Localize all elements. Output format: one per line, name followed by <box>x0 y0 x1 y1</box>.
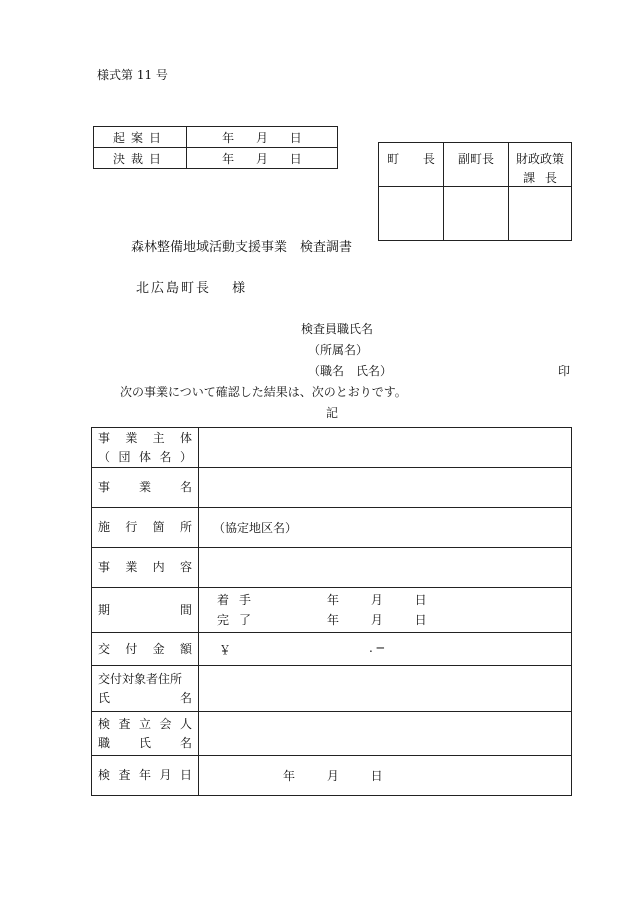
witness-value-cell[interactable] <box>199 712 572 756</box>
char: 交 <box>98 641 111 656</box>
project-value-cell[interactable] <box>199 468 572 508</box>
start-date: 年 月 日 <box>327 593 427 607</box>
addressee: 北広島町長 様 <box>136 281 248 296</box>
char: 内 <box>152 560 165 574</box>
char: 人 <box>179 716 192 731</box>
finance-chief-header <box>509 143 572 187</box>
char: 名 <box>179 690 192 705</box>
amount-suffix: . ─ <box>369 640 384 655</box>
period-label-line <box>92 601 198 620</box>
witness-label-line1 <box>92 715 198 734</box>
location-label <box>92 508 199 548</box>
entity-label-line2 <box>92 448 198 467</box>
table-row <box>92 468 572 508</box>
mayor-header <box>379 143 444 187</box>
inspection-date-label <box>92 756 199 796</box>
table-row <box>94 127 338 148</box>
start-label: 着手 <box>217 593 262 607</box>
address-label-line1: 交付対象者住所 <box>98 671 183 686</box>
inspection-table <box>91 427 572 796</box>
content-value-cell[interactable] <box>199 548 572 588</box>
char: 間 <box>179 602 192 617</box>
mayor-label: 町 長 <box>387 152 435 166</box>
document-title: 森林整備地域活動支援事業 検査調書 <box>131 240 353 255</box>
entity-label-line1 <box>92 429 198 448</box>
inspector-position-name: （職名 氏名） <box>308 364 393 378</box>
draft-date-label: 起案日 <box>94 127 187 148</box>
chief-label: 課 長 <box>523 171 557 185</box>
entity-value-cell[interactable] <box>199 428 572 468</box>
char: 金 <box>152 641 165 656</box>
inspector-heading: 検査員職氏名 <box>301 322 374 336</box>
char: 名 <box>179 735 192 750</box>
char: 査 <box>118 768 131 782</box>
table-row <box>92 588 572 633</box>
period-label <box>92 588 199 633</box>
char: 事 <box>98 560 111 574</box>
char: 立 <box>138 716 151 731</box>
witness-label <box>92 712 199 756</box>
table-row <box>92 428 572 468</box>
location-value-cell[interactable] <box>199 508 572 548</box>
form-number: 様式第 11 号 <box>97 68 168 82</box>
content-label-line <box>92 558 198 577</box>
char: 名 <box>159 449 172 464</box>
char: 容 <box>179 560 192 574</box>
char: 体 <box>179 430 192 445</box>
project-label-line <box>92 478 198 497</box>
address-label <box>92 666 199 712</box>
period-start <box>213 590 571 610</box>
table-row <box>379 143 572 187</box>
char: 名 <box>179 480 192 494</box>
char: 業 <box>125 430 138 445</box>
approval-stamp-table <box>378 142 572 241</box>
char: 日 <box>179 768 192 782</box>
char: 検 <box>98 768 111 782</box>
period-value-cell[interactable] <box>199 588 572 633</box>
inspection-date-value: 年 月 日 <box>283 769 383 783</box>
char: 会 <box>159 716 172 731</box>
address-label-line2 <box>92 689 198 708</box>
deputy-mayor-stamp-cell[interactable] <box>444 187 509 241</box>
char: 事 <box>98 430 111 445</box>
draft-date-value[interactable]: 年 月 日 <box>187 127 338 148</box>
table-row <box>92 508 572 548</box>
char: 氏 <box>138 735 151 750</box>
location-label-line <box>92 518 198 537</box>
char: 業 <box>138 480 151 494</box>
entity-label <box>92 428 199 468</box>
char: 主 <box>152 430 165 445</box>
end-date: 年 月 日 <box>327 613 427 627</box>
char: 施 <box>98 520 111 534</box>
deputy-mayor-label: 副町長 <box>457 152 494 166</box>
ki-heading: 記 <box>326 406 339 420</box>
table-row <box>92 666 572 712</box>
inspector-affiliation: （所属名） <box>308 343 369 357</box>
char: 額 <box>179 641 192 656</box>
content-label <box>92 548 199 588</box>
end-label: 完了 <box>217 613 262 627</box>
grant-label-line <box>92 640 198 659</box>
table-row <box>92 756 572 796</box>
char: 団 <box>118 449 131 464</box>
grant-value-cell[interactable] <box>199 633 572 666</box>
finance-policy-label: 財政政策 <box>515 152 564 166</box>
char: 所 <box>179 520 192 534</box>
approval-date-label: 決裁日 <box>94 148 187 169</box>
address-value-cell[interactable] <box>199 666 572 712</box>
char: 検 <box>98 716 111 731</box>
intro-text: 次の事業について確認した結果は、次のとおりです。 <box>120 385 407 399</box>
deputy-mayor-header <box>444 143 509 187</box>
table-row <box>92 712 572 756</box>
table-row <box>92 633 572 666</box>
table-row <box>94 148 338 169</box>
table-row <box>92 548 572 588</box>
approval-date-value[interactable]: 年 月 日 <box>187 148 338 169</box>
inspection-date-value-cell[interactable] <box>199 756 572 796</box>
char: 月 <box>159 768 172 782</box>
char: 年 <box>138 768 151 782</box>
date-table <box>93 126 338 169</box>
seal-mark: 印 <box>558 364 571 378</box>
char: 行 <box>125 520 138 534</box>
char: （ <box>98 449 111 464</box>
table-row <box>379 187 572 241</box>
yen-mark: ￥ <box>219 642 232 657</box>
char: 付 <box>125 641 138 656</box>
location-value: （協定地区名） <box>213 521 298 535</box>
project-label <box>92 468 199 508</box>
char: 箇 <box>152 520 165 534</box>
char: 体 <box>138 449 151 464</box>
period-end <box>213 610 571 630</box>
char: 査 <box>118 716 131 731</box>
char: 期 <box>98 602 111 617</box>
char: 業 <box>125 560 138 574</box>
witness-label-line2 <box>92 734 198 753</box>
finance-chief-stamp-cell[interactable] <box>509 187 572 241</box>
grant-label <box>92 633 199 666</box>
char: 事 <box>98 480 111 494</box>
char: 職 <box>98 735 111 750</box>
grant-amount <box>213 641 571 658</box>
mayor-stamp-cell[interactable] <box>379 187 444 241</box>
inspection-date-label-line <box>92 766 198 785</box>
char: 氏 <box>98 690 111 705</box>
char: ） <box>179 449 192 464</box>
